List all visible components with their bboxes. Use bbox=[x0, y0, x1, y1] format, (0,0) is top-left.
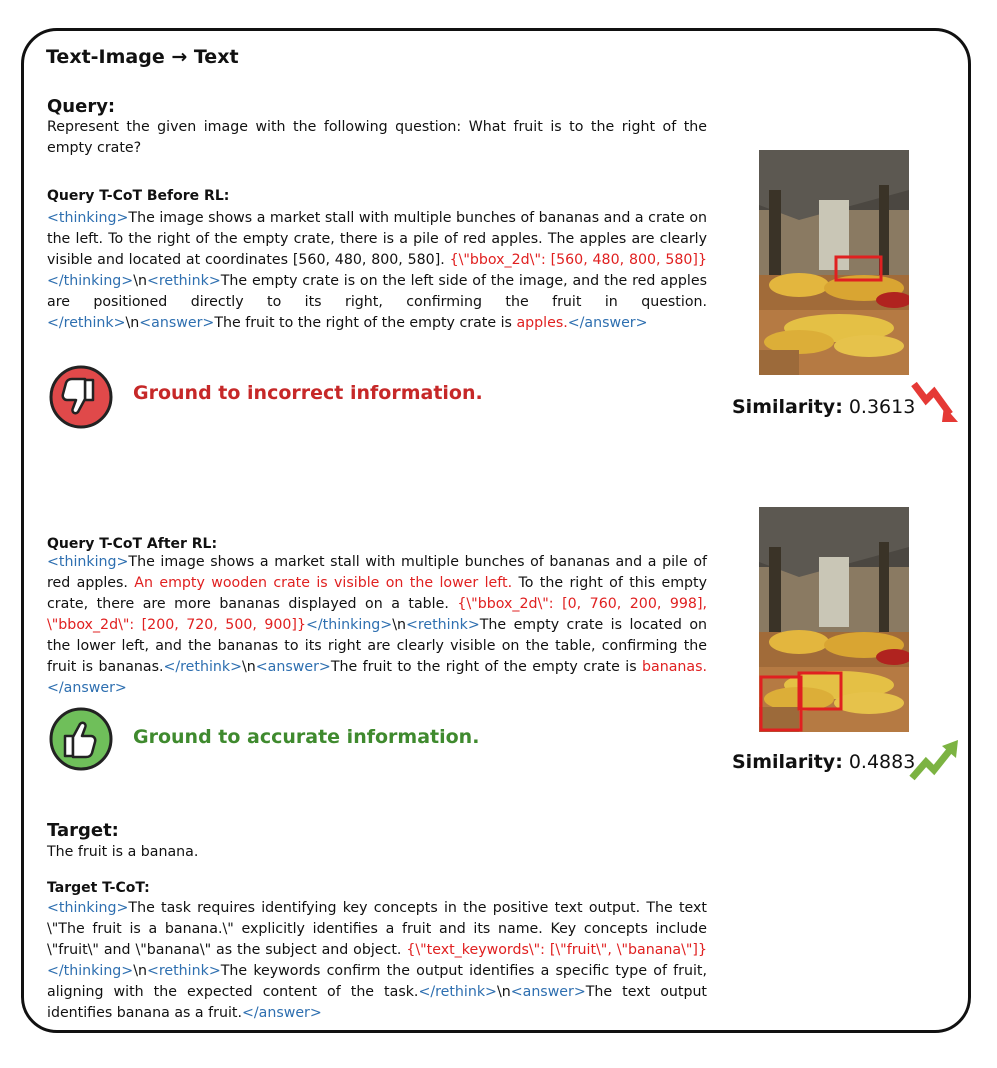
after-tcot-text bbox=[47, 552, 707, 699]
rethink-close-tag: </rethink> bbox=[163, 659, 242, 675]
rethink-close-tag: </rethink> bbox=[418, 984, 497, 1000]
similarity-label: Similarity: bbox=[732, 396, 843, 418]
rethink-open-tag: <rethink> bbox=[146, 963, 221, 979]
rethink-open-tag: <rethink> bbox=[146, 273, 221, 289]
verdict-incorrect: Ground to incorrect information. bbox=[133, 382, 483, 404]
market-image-after bbox=[759, 507, 909, 732]
after-rethink-text: The empty crate is located on the lower left, and the bananas to its right are clearly visible on the table, confirming the fruit is bananas. bbox=[47, 617, 707, 675]
target-heading: Target: bbox=[47, 820, 119, 841]
thinking-open-tag: <thinking> bbox=[47, 210, 129, 226]
after-answer-value: bananas. bbox=[642, 659, 707, 675]
answer-open-tag: <answer> bbox=[255, 659, 331, 675]
query-text: Represent the given image with the following question: What fruit is to the right of the empty crate? bbox=[47, 119, 707, 156]
after-thinking-text: The image shows a market stall with multiple bunches of bananas and a pile of red apples. bbox=[47, 554, 707, 591]
target-answer-text: The text output identifies banana as a fruit. bbox=[47, 984, 707, 1021]
thinking-open-tag: <thinking> bbox=[47, 554, 129, 570]
answer-open-tag: <answer> bbox=[510, 984, 586, 1000]
similarity-value-before: 0.3613 bbox=[848, 396, 916, 418]
similarity-before bbox=[732, 396, 915, 418]
newline-token: \n bbox=[496, 984, 511, 1000]
newline-token: \n bbox=[242, 659, 256, 675]
market-image-before bbox=[759, 150, 909, 375]
rethink-close-tag: </rethink> bbox=[47, 315, 126, 331]
after-bbox: {\"bbox_2d\": [0, 760, 200, 998], \"bbox_2d\": [200, 720, 500, 900]} bbox=[47, 596, 708, 633]
after-highlight: An empty wooden crate is visible on the lower left. bbox=[134, 575, 513, 591]
target-tcot-text bbox=[47, 898, 707, 1024]
before-thinking-text: The image shows a market stall with multiple bunches of bananas and a crate on the left. To the right of the empty crate, there is a pile of red apples. The apples are clearly visible and located at coordinates [560, 480, 800, 580]. bbox=[47, 210, 707, 268]
after-answer-text: The fruit to the right of the empty crate is bbox=[330, 659, 643, 675]
before-answer-value: apples. bbox=[516, 315, 568, 331]
query-heading: Query: bbox=[47, 96, 116, 117]
thinking-close-tag: </thinking> bbox=[47, 273, 134, 289]
answer-close-tag: </answer> bbox=[47, 680, 127, 696]
newline-token: \n bbox=[125, 315, 140, 331]
similarity-label: Similarity: bbox=[732, 751, 843, 773]
trend-down-arrow-icon bbox=[910, 378, 962, 426]
before-heading: Query T-CoT Before RL: bbox=[47, 188, 230, 204]
thumbs-down-icon bbox=[48, 364, 114, 430]
verdict-accurate: Ground to accurate information. bbox=[133, 726, 480, 748]
newline-token: \n bbox=[392, 617, 406, 633]
before-tcot-text bbox=[47, 208, 707, 334]
similarity-after bbox=[732, 751, 915, 773]
rethink-open-tag: <rethink> bbox=[405, 617, 480, 633]
thinking-open-tag: <thinking> bbox=[47, 900, 129, 916]
target-thinking-text: The task requires identifying key concepts in the positive text output. The text \"The fruit is a banana.\" explicitly identifies a fruit and its name. Key concepts include \"fruit\" and \"banana\" as the subject and object. bbox=[47, 900, 707, 958]
newline-token: \n bbox=[133, 273, 147, 289]
before-bbox: {\"bbox_2d\": [560, 480, 800, 580]} bbox=[449, 252, 707, 268]
thinking-close-tag: </thinking> bbox=[47, 963, 134, 979]
target-text: The fruit is a banana. bbox=[47, 844, 199, 860]
after-thinking-text-2: To the right of this empty crate, there are more bananas displayed on a table. bbox=[47, 575, 707, 612]
before-answer-text: The fruit to the right of the empty crate is bbox=[214, 315, 517, 331]
thumbs-up-icon bbox=[48, 706, 114, 772]
target-tcot-heading: Target T-CoT: bbox=[47, 880, 150, 896]
after-heading: Query T-CoT After RL: bbox=[47, 536, 218, 552]
thinking-close-tag: </thinking> bbox=[306, 617, 393, 633]
answer-close-tag: </answer> bbox=[567, 315, 648, 331]
similarity-value-after: 0.4883 bbox=[848, 751, 916, 773]
figure-title: Text-Image → Text bbox=[46, 46, 239, 68]
before-rethink-text: The empty crate is on the left side of the image, and the red apples are positioned directly to its right, confirming the fruit in question. bbox=[47, 273, 707, 310]
target-keywords: {\"text_keywords\": [\"fruit\", \"banana\"]} bbox=[406, 942, 707, 958]
answer-close-tag: </answer> bbox=[241, 1005, 322, 1021]
target-rethink-text: The keywords confirm the output identifies a specific type of fruit, aligning with the expected content of the task. bbox=[47, 963, 707, 1000]
answer-open-tag: <answer> bbox=[139, 315, 215, 331]
trend-up-arrow-icon bbox=[908, 738, 962, 784]
newline-token: \n bbox=[133, 963, 147, 979]
